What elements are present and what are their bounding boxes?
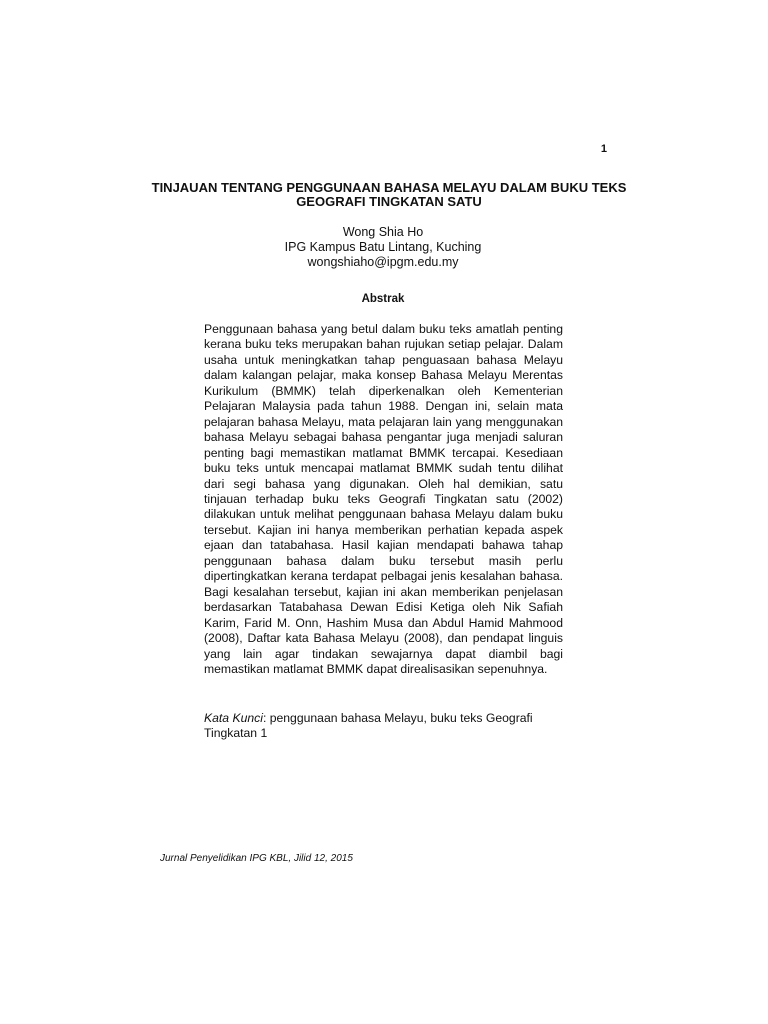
page-number: 1	[600, 143, 607, 155]
author-email: wongshiaho@ipgm.edu.my	[307, 255, 459, 269]
keywords	[204, 711, 563, 742]
author-affiliation: IPG Kampus Batu Lintang, Kuching	[284, 240, 482, 254]
abstract-body: Penggunaan bahasa yang betul dalam buku teks amatlah penting kerana buku teks merupakan bahan rujukan setiap pelajar. Dalam usaha untuk meningkatkan tahap penguasaan bahasa Melayu dalam kalangan pelajar, maka konsep Bahasa Melayu Merentas Kurikulum (BMMK) telah diperkenalkan oleh Kementerian Pelajaran Malaysia pada tahun 1988. Dengan ini, selain mata pelajaran bahasa Melayu, mata pelajaran lain yang menggunakan bahasa Melayu sebagai bahasa pengantar juga menjadi saluran penting bagi memastikan matlamat BMMK tercapai. Kesediaan buku teks untuk mencapai matlamat BMMK sudah tentu dilihat dari segi bahasa yang digunakan. Oleh hal demikian, satu tinjauan terhadap buku teks Geografi Tingkatan satu (2002) dilakukan untuk melihat penggunaan bahasa Melayu dalam buku tersebut. Kajian ini hanya memberikan perhatian kepada aspek ejaan dan tatabahasa. Hasil kajian mendapati bahawa tahap penggunaan bahasa dalam buku tersebut masih perlu dipertingkatkan kerana terdapat pelbagai jenis kesalahan bahasa. Bagi kesalahan tersebut, kajian ini akan memberikan penjelasan berdasarkan Tatabahasa Dewan Edisi Ketiga oleh Nik Safiah Karim, Farid M. Onn, Hashim Musa dan Abdul Hamid Mahmood (2008), Daftar kata Bahasa Melayu (2008), dan pendapat linguis yang lain agar tindakan sewajarnya dapat diambil bagi memastikan matlamat BMMK dapat direalisasikan sepenuhnya.	[204, 322, 563, 676]
journal-footer: Jurnal Penyelidikan IPG KBL, Jilid 12, 2015	[160, 853, 353, 864]
keywords-label: Kata Kunci	[204, 711, 263, 725]
abstract-heading: Abstrak	[361, 293, 405, 305]
author-block	[150, 225, 616, 270]
author-name: Wong Shia Ho	[342, 225, 424, 239]
keywords-text: : penggunaan bahasa Melayu, buku teks Geografi Tingkatan 1	[204, 711, 533, 741]
paper-title: TINJAUAN TENTANG PENGGUNAAN BAHASA MELAYU DALAM BUKU TEKS GEOGRAFI TINGKATAN SATU	[151, 180, 627, 209]
